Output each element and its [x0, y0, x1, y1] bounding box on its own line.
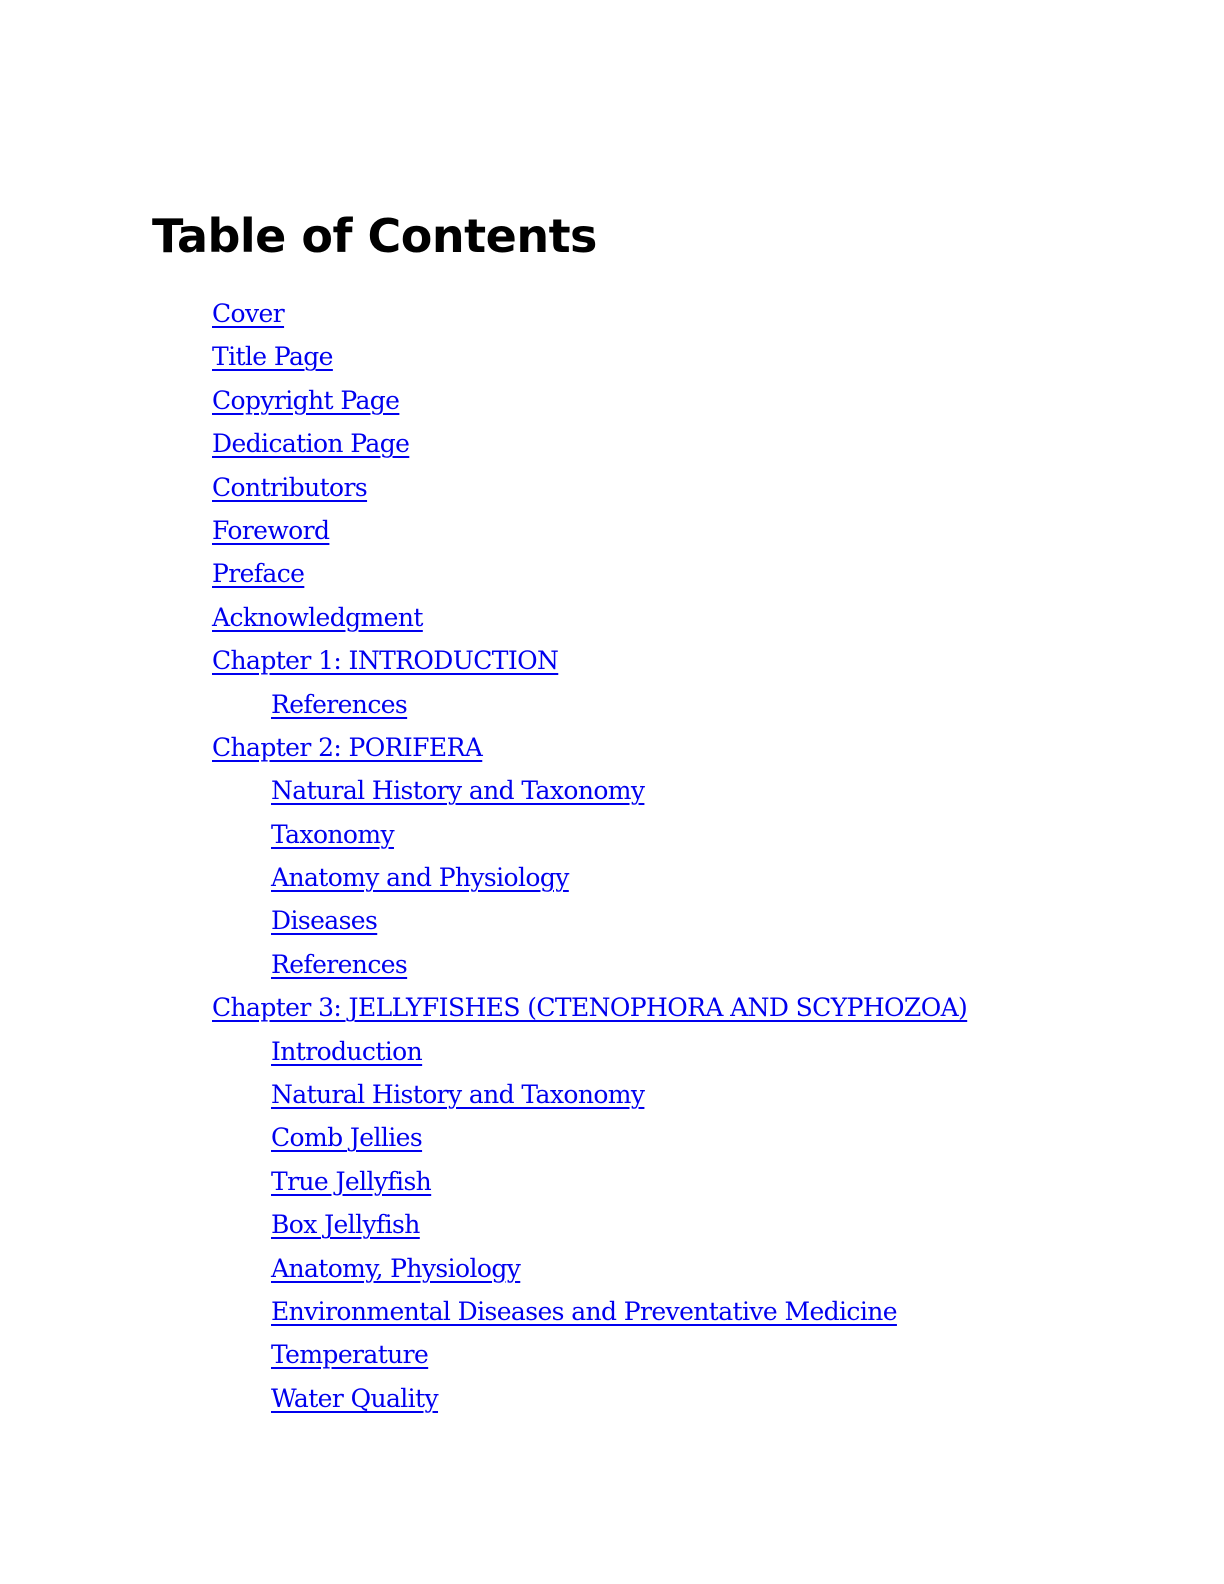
- toc-subentry: [0, 1247, 967, 1290]
- toc-link[interactable]: Taxonomy: [271, 819, 394, 849]
- toc-subentry: [0, 1203, 967, 1246]
- toc-entry: [0, 639, 967, 682]
- toc-subentry: [0, 769, 967, 812]
- toc-link[interactable]: Diseases: [271, 906, 378, 936]
- toc-entry: [0, 292, 967, 335]
- toc-link[interactable]: Foreword: [212, 515, 330, 545]
- toc-link[interactable]: Water Quality: [271, 1383, 439, 1413]
- toc-link[interactable]: Box Jellyfish: [271, 1210, 420, 1240]
- toc-link[interactable]: Acknowledgment: [212, 602, 423, 632]
- toc-link[interactable]: Natural History and Taxonomy: [271, 1080, 645, 1110]
- toc-link[interactable]: Chapter 3: JELLYFISHES (CTENOPHORA AND SCYPHOZOA): [212, 993, 968, 1023]
- toc-link[interactable]: Cover: [212, 299, 285, 328]
- toc-entry: [0, 726, 967, 769]
- toc-link[interactable]: Environmental Diseases and Preventative Medicine: [271, 1296, 897, 1326]
- toc-link[interactable]: Anatomy, Physiology: [271, 1253, 521, 1283]
- toc-link[interactable]: Chapter 2: PORIFERA: [212, 732, 483, 762]
- toc-entry: [0, 379, 967, 422]
- toc-link[interactable]: Contributors: [212, 472, 368, 502]
- toc-subentry: [0, 1030, 967, 1073]
- page-title: Table of Contents: [152, 209, 597, 263]
- toc-subentry: [0, 1116, 967, 1159]
- toc-link[interactable]: Title Page: [212, 342, 333, 372]
- toc-link[interactable]: References: [271, 689, 408, 719]
- toc-link[interactable]: Copyright Page: [212, 385, 400, 415]
- toc-link[interactable]: Preface: [212, 559, 305, 589]
- toc-link[interactable]: True Jellyfish: [271, 1166, 432, 1196]
- toc-link[interactable]: Chapter 1: INTRODUCTION: [212, 646, 559, 676]
- toc-entry: [0, 466, 967, 509]
- toc-link[interactable]: Natural History and Taxonomy: [271, 776, 645, 806]
- toc-subentry: [0, 683, 967, 726]
- toc-entry: [0, 509, 967, 552]
- toc-entry: [0, 596, 967, 639]
- toc-entry: [0, 422, 967, 465]
- toc-link[interactable]: Temperature: [271, 1340, 429, 1370]
- toc-link[interactable]: Anatomy and Physiology: [271, 863, 569, 893]
- toc-subentry: [0, 1377, 967, 1420]
- toc-subentry: [0, 1073, 967, 1116]
- toc-subentry: [0, 1160, 967, 1203]
- toc-subentry: [0, 856, 967, 899]
- toc-link[interactable]: Dedication Page: [212, 429, 410, 459]
- toc-entry: [0, 552, 967, 595]
- toc-subentry: [0, 1290, 967, 1333]
- toc-link[interactable]: Introduction: [271, 1036, 423, 1066]
- toc-subentry: [0, 1333, 967, 1376]
- toc-entry: [0, 986, 967, 1029]
- toc-subentry: [0, 899, 967, 942]
- toc-link[interactable]: References: [271, 949, 408, 979]
- toc-subentry: [0, 813, 967, 856]
- toc-link[interactable]: Comb Jellies: [271, 1123, 423, 1153]
- toc-entry: [0, 335, 967, 378]
- toc-subentry: [0, 943, 967, 986]
- toc-list: [0, 292, 967, 1420]
